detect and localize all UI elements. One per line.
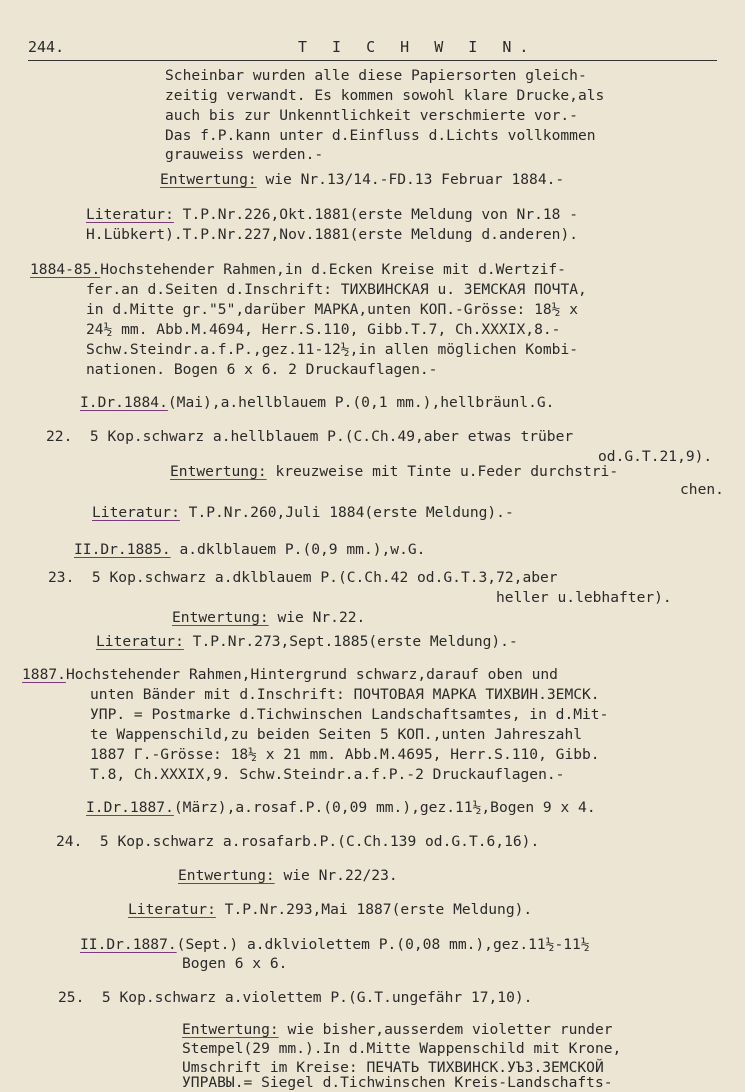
- text-line: Entwertung: kreuzweise mit Tinte u.Feder durchstri-: [170, 463, 619, 480]
- druck-label: II.Dr.1887.: [80, 936, 177, 953]
- year-label: 1884-85.: [30, 261, 101, 278]
- entwertung-label: Entwertung:: [182, 1021, 279, 1038]
- text-line: УПРАВЫ.= Siegel d.Tichwinschen Kreis-Landschafts-: [182, 1074, 613, 1091]
- entwertung-label: Entwertung:: [172, 609, 269, 626]
- text-line: nationen. Bogen 6 x 6. 2 Druckauflagen.-: [86, 361, 438, 378]
- druck-label: II.Dr.1885.: [74, 541, 171, 558]
- text-line: I.Dr.1884.(Mai),a.hellblauem P.(0,1 mm.),hellbräunl.G.: [80, 394, 555, 411]
- literatur-label: Literatur:: [92, 504, 180, 521]
- text-line: Entwertung: wie Nr.13/14.-FD.13 Februar 1884.-: [160, 171, 565, 188]
- text-line: Bogen 6 x 6.: [182, 955, 288, 972]
- text-line: II.Dr.1887.(Sept.) a.dklviolettem P.(0,08 mm.),gez.11½-11½: [80, 936, 590, 953]
- text-line: Entwertung: wie Nr.22.: [172, 609, 366, 626]
- literatur-label: Literatur:: [128, 901, 216, 918]
- text-line: H.Lübkert).T.P.Nr.227,Nov.1881(erste Meldung d.anderen).: [86, 226, 579, 243]
- text-line: Literatur: T.P.Nr.260,Juli 1884(erste Meldung).-: [92, 504, 514, 521]
- druck-label: I.Dr.1884.: [80, 394, 168, 411]
- text-line: te Wappenschild,zu beiden Seiten 5 КОП.,unten Jahreszahl: [90, 726, 583, 743]
- text-line: 1884-85.Hochstehender Rahmen,in d.Ecken Kreise mit d.Wertzif-: [30, 261, 566, 278]
- text-line: УПР. = Postmarke d.Tichwinschen Landschaftsamtes, in d.Mit-: [90, 706, 609, 723]
- literatur-label: Literatur:: [86, 206, 174, 223]
- running-title: T I C H W I N.: [298, 38, 537, 56]
- text-line: I.Dr.1887.(März),a.rosaf.P.(0,09 mm.),gez.11½,Bogen 9 x 4.: [86, 799, 596, 816]
- text-line: od.G.T.21,9).: [598, 448, 713, 465]
- text-line: zeitig verwandt. Es kommen sowohl klare Drucke,als: [165, 87, 605, 104]
- text-line: 25. 5 Kop.schwarz a.violettem P.(G.T.ungefähr 17,10).: [58, 989, 533, 1006]
- text-line: Stempel(29 mm.).In d.Mitte Wappenschild mit Krone,: [182, 1040, 622, 1057]
- entwertung-label: Entwertung:: [160, 171, 257, 188]
- text-line: 1887.Hochstehender Rahmen,Hintergrund schwarz,darauf oben und: [22, 666, 558, 683]
- text-line: heller u.lebhafter).: [496, 589, 672, 606]
- page-header: [28, 38, 717, 61]
- text-line: unten Bänder mit d.Inschrift: ПОЧТОВАЯ МАРКА ТИХВИН.ЗЕМСК.: [90, 686, 600, 703]
- text-line: Schw.Steindr.a.f.P.,gez.11-12½,in allen möglichen Kombi-: [86, 341, 579, 358]
- text-line: 23. 5 Kop.schwarz a.dklblauem P.(C.Ch.42 od.G.T.3,72,aber: [48, 569, 558, 586]
- text-line: II.Dr.1885. a.dklblauem P.(0,9 mm.),w.G.: [74, 541, 426, 558]
- entwertung-label: Entwertung:: [178, 867, 275, 884]
- page-number: 244.: [28, 38, 65, 56]
- text-line: chen.: [680, 481, 724, 498]
- text-line: auch bis zur Unkenntlichkeit verschmierte vor.-: [165, 107, 578, 124]
- text-line: Entwertung: wie bisher,ausserdem violetter runder: [182, 1021, 613, 1038]
- text-line: Entwertung: wie Nr.22/23.: [178, 867, 398, 884]
- literatur-label: Literatur:: [96, 633, 184, 650]
- text-line: Umschrift im Kreise: ПЕЧАТЬ ТИХВИНСК.УЪЗ.ЗЕМСКОЙ: [182, 1059, 604, 1076]
- text-line: Literatur: T.P.Nr.293,Mai 1887(erste Meldung).: [128, 901, 533, 918]
- text-line: 1887 Г.-Grösse: 18½ x 21 mm. Abb.M.4695, Herr.S.110, Gibb.: [90, 746, 600, 763]
- text-line: fer.an d.Seiten d.Inschrift: ТИХВИНСКАЯ u. ЗЕМСКАЯ ПОЧТА,: [86, 281, 587, 298]
- text-line: 24½ mm. Abb.M.4694, Herr.S.110, Gibb.T.7, Ch.XXXIX,8.-: [86, 321, 561, 338]
- text-line: in d.Mitte gr."5",darüber МАРКА,unten КОП.-Grösse: 18½ x: [86, 301, 579, 318]
- text-line: grauweiss werden.-: [165, 146, 324, 163]
- text-line: Scheinbar wurden alle diese Papiersorten gleich-: [165, 67, 587, 84]
- text-line: Das f.P.kann unter d.Einfluss d.Lichts vollkommen: [165, 127, 596, 144]
- entwertung-label: Entwertung:: [170, 463, 267, 480]
- text-line: Literatur: T.P.Nr.226,Okt.1881(erste Meldung von Nr.18 -: [86, 206, 579, 223]
- druck-label: I.Dr.1887.: [86, 799, 174, 816]
- text-line: 24. 5 Kop.schwarz a.rosafarb.P.(C.Ch.139 od.G.T.6,16).: [56, 833, 540, 850]
- text-line: T.8, Ch.XXXIX,9. Schw.Steindr.a.f.P.-2 Druckauflagen.-: [90, 766, 565, 783]
- text-line: 22. 5 Kop.schwarz a.hellblauem P.(C.Ch.49,aber etwas trüber: [46, 428, 574, 445]
- text-line: Literatur: T.P.Nr.273,Sept.1885(erste Meldung).-: [96, 633, 518, 650]
- year-label: 1887.: [22, 666, 66, 683]
